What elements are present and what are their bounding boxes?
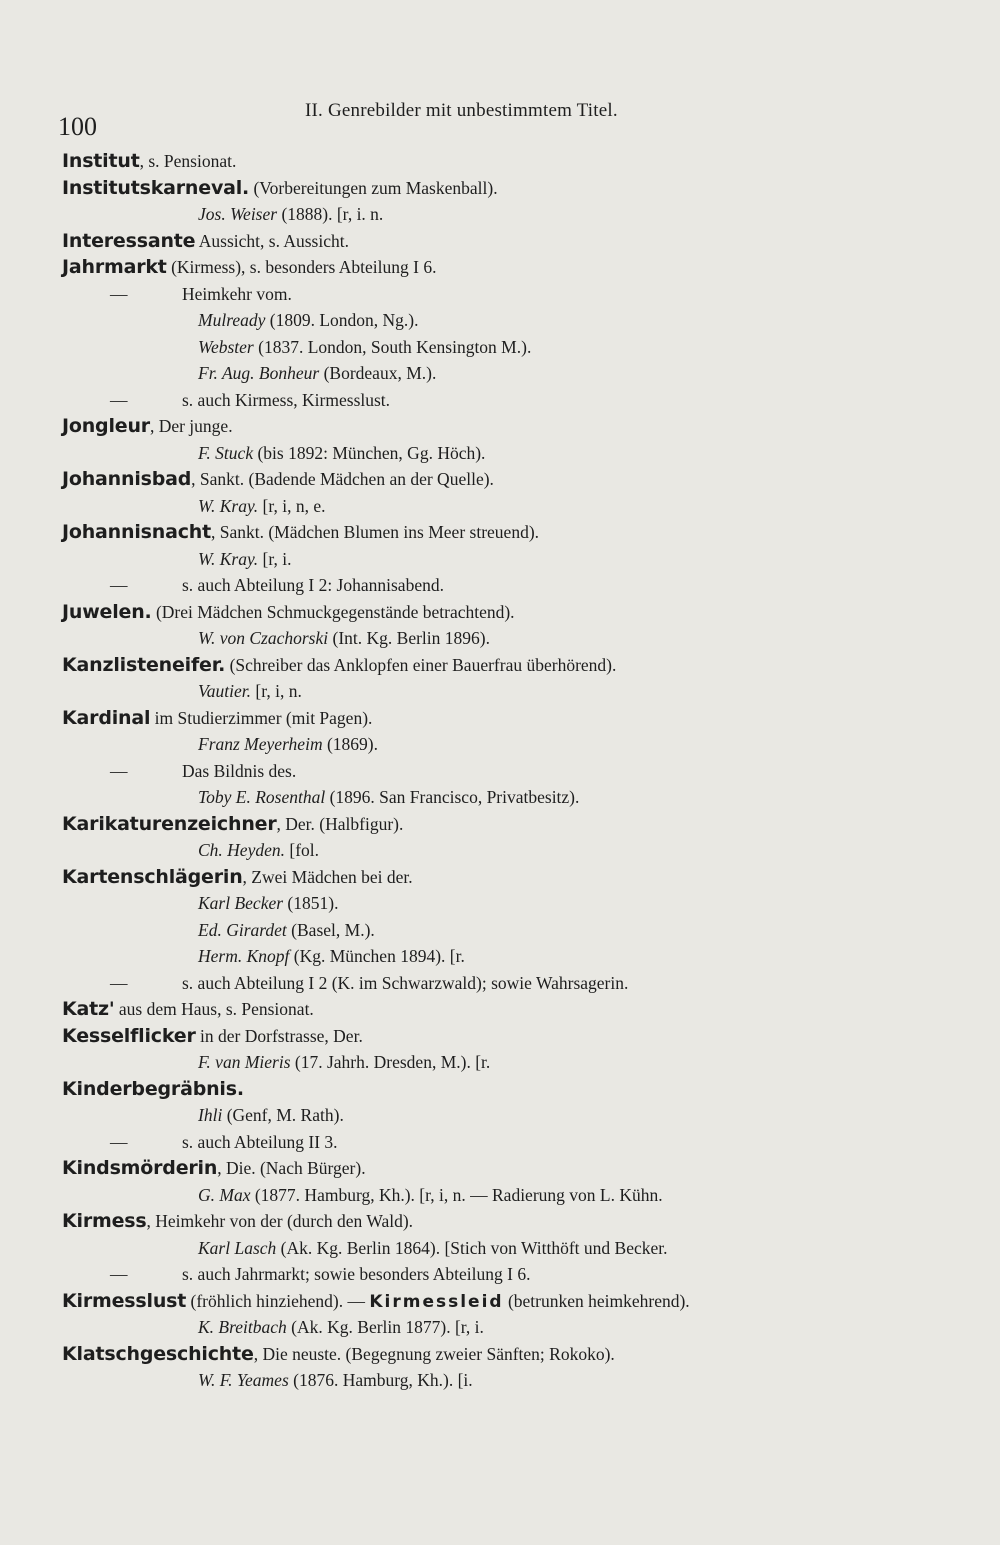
entry-heading: Jongleur [62, 415, 150, 437]
artwork-details: (1851). [283, 893, 339, 913]
entry-line [62, 811, 960, 838]
entry-heading: Johannisbad [62, 468, 192, 490]
artist-name: Franz Meyerheim [198, 734, 323, 754]
dash-mark: — [110, 760, 128, 781]
artwork-details: (Bordeaux, M.). [319, 363, 437, 383]
entry-heading: Kanzlisteneifer. [62, 653, 226, 676]
artist-line [62, 546, 960, 573]
artist-name: W. Kray. [198, 548, 259, 569]
entry-text: aus dem Haus, s. Pensionat. [114, 999, 314, 1019]
artist-name: W. F. Yeames [198, 1370, 289, 1390]
artist-line [62, 1049, 960, 1076]
dash-mark: — [110, 1131, 128, 1152]
dash-mark: — [110, 389, 128, 410]
entry-text: , s. Pensionat. [139, 151, 237, 171]
entry-text: im Studierzimmer (mit Pagen). [150, 707, 373, 728]
entry-line [62, 1023, 960, 1050]
dash-mark: — [110, 283, 128, 304]
artist-line [62, 307, 960, 334]
entry-text: (Kirmess), s. besonders Abteilung I 6. [166, 257, 437, 277]
entry-text: , Die. (Nach Bürger). [217, 1158, 366, 1178]
entry-text: (fröhlich hinziehend). — [186, 1290, 370, 1311]
entry-text: , Sankt. (Badende Mädchen an der Quelle). [191, 469, 494, 489]
entry-heading: Interessante [62, 229, 196, 252]
entry-line [62, 413, 960, 440]
artwork-details: (bis 1892: München, Gg. Höch). [253, 442, 486, 463]
artist-line [62, 625, 960, 652]
dash-mark: — [110, 575, 128, 595]
entry-line [62, 254, 960, 281]
artist-name: Herm. Knopf [198, 946, 290, 966]
artist-line [62, 1314, 960, 1341]
subentry-text: Heimkehr vom. [182, 283, 292, 304]
artist-line [62, 890, 960, 917]
subentry-text: s. auch Kirmess, Kirmesslust. [182, 389, 391, 410]
entry-heading: Johannisnacht [62, 521, 211, 543]
entry-text: (Drei Mädchen Schmuckgegenstände betrachtend). [151, 601, 515, 622]
entry-heading: Kardinal [62, 706, 151, 729]
entry-line [62, 1288, 960, 1315]
entry-line [62, 519, 960, 546]
artist-name: K. Breitbach [198, 1317, 287, 1337]
artist-line [62, 943, 960, 970]
artist-line [62, 1367, 960, 1394]
entry-text: , Der junge. [149, 416, 233, 436]
entry-text: Aussicht, s. Aussicht. [195, 230, 349, 251]
subentry-text: s. auch Abteilung II 3. [182, 1131, 338, 1152]
artist-line [62, 731, 960, 758]
entry-heading: Klatschgeschichte [62, 1342, 254, 1365]
artist-name: Ihli [198, 1105, 223, 1125]
artwork-details: (Ak. Kg. Berlin 1864). [Stich von Witthöft und Becker. [276, 1237, 668, 1258]
artist-name: F. Stuck [198, 442, 254, 463]
artwork-details: (1896. San Francisco, Privatbesitz). [325, 787, 580, 807]
artist-name: W. Kray. [198, 495, 259, 516]
artwork-details: (Basel, M.). [286, 919, 375, 940]
artist-line [62, 1235, 960, 1262]
artwork-details: (Kg. München 1894). [r. [289, 946, 465, 966]
subentry-text: Das Bildnis des. [182, 760, 297, 781]
artist-name: G. Max [198, 1184, 251, 1205]
artist-line [62, 678, 960, 705]
entry-heading-spaced: Kirmessleid [369, 1291, 504, 1312]
entry-line [62, 652, 960, 679]
artist-name: Karl Lasch [198, 1237, 277, 1258]
entry-line [62, 705, 960, 732]
artwork-details: [r, i. [258, 548, 292, 569]
entry-heading: Kartenschlägerin [62, 865, 243, 888]
artist-name: Ed. Girardet [198, 919, 287, 940]
subentry-text: s. auch Jahrmarkt; sowie besonders Abteilung I 6. [182, 1264, 531, 1284]
entry-text: in der Dorfstrasse, Der. [195, 1025, 363, 1046]
artist-name: W. von Czachorski [198, 628, 329, 648]
artist-line [62, 360, 960, 387]
subentry-line [62, 1129, 960, 1156]
subentry-line [62, 970, 960, 997]
artist-line [62, 784, 960, 811]
entry-line [62, 175, 960, 202]
entry-line [62, 1155, 960, 1182]
artist-name: Vautier. [198, 681, 251, 701]
artwork-details: [fol. [285, 840, 320, 860]
artwork-details: (Ak. Kg. Berlin 1877). [r, i. [286, 1317, 484, 1337]
artist-name: Webster [198, 336, 254, 357]
artwork-details: (17. Jahrh. Dresden, M.). [r. [290, 1052, 491, 1072]
entry-text: , Der. (Halbfigur). [276, 813, 404, 834]
entry-heading: Kirmesslust [62, 1289, 187, 1312]
artwork-details: (1888). [r, i. n. [277, 204, 384, 224]
index-entries [62, 148, 960, 1394]
artist-name: F. van Mieris [198, 1052, 291, 1072]
artwork-details: [r, i, n, e. [258, 495, 326, 516]
entry-heading: Karikaturenzeichner [62, 812, 277, 835]
entry-heading: Kesselflicker [62, 1024, 196, 1047]
entry-text: (Vorbereitungen zum Maskenball). [249, 177, 498, 198]
subentry-line [62, 1261, 960, 1288]
artwork-details: [r, i, n. [251, 681, 302, 701]
artwork-details: (Genf, M. Rath). [222, 1105, 344, 1125]
artwork-details: (1876. Hamburg, Kh.). [i. [288, 1370, 473, 1390]
entry-text: (Schreiber das Anklopfen einer Bauerfrau überhörend). [225, 654, 617, 675]
artist-line [62, 1102, 960, 1129]
artist-line [62, 201, 960, 228]
artist-line [62, 1182, 960, 1209]
entry-line [62, 864, 960, 891]
artist-line [62, 917, 960, 944]
entry-text: (betrunken heimkehrend). [503, 1290, 690, 1311]
subentry-line [62, 387, 960, 414]
artist-name: Mulready [198, 310, 266, 330]
entry-line [62, 466, 960, 493]
artist-line [62, 493, 960, 520]
entry-heading: Juwelen. [62, 600, 152, 623]
entry-line [62, 148, 960, 175]
artist-name: Karl Becker [198, 893, 284, 913]
artist-name: Jos. Weiser [198, 204, 278, 224]
subentry-text: s. auch Abteilung I 2 (K. im Schwarzwald); sowie Wahrsagerin. [182, 972, 629, 993]
artwork-details: (1837. London, South Kensington M.). [253, 336, 532, 357]
subentry-line [62, 281, 960, 308]
entry-text: , Zwei Mädchen bei der. [242, 866, 413, 887]
dash-mark: — [110, 1264, 128, 1284]
subentry-text: s. auch Abteilung I 2: Johannisabend. [182, 575, 444, 595]
entry-line [62, 599, 960, 626]
entry-text: , Die neuste. (Begegnung zweier Sänften; Rokoko). [253, 1343, 615, 1364]
entry-line [62, 1341, 960, 1368]
artist-line [62, 334, 960, 361]
entry-heading: Jahrmarkt [62, 256, 167, 278]
subentry-line [62, 572, 960, 599]
entry-heading: Institut [62, 150, 140, 172]
artist-name: Fr. Aug. Bonheur [198, 363, 320, 383]
subentry-line [62, 758, 960, 785]
artwork-details: (1877. Hamburg, Kh.). [r, i, n. — Radierung von L. Kühn. [250, 1184, 663, 1205]
artist-name: Ch. Heyden. [198, 840, 285, 860]
artist-name: Toby E. Rosenthal [198, 787, 326, 807]
entry-heading: Kirmess [62, 1210, 147, 1232]
entry-text: , Sankt. (Mädchen Blumen ins Meer streuend). [210, 522, 540, 542]
page-number: 100 [58, 112, 97, 141]
entry-heading: Institutskarneval. [62, 176, 250, 199]
entry-line [62, 1076, 960, 1103]
entry-text: , Heimkehr von der (durch den Wald). [146, 1211, 414, 1231]
entry-line [62, 996, 960, 1023]
entry-heading: Katz' [62, 998, 115, 1020]
dash-mark: — [110, 972, 128, 993]
running-title: II. Genrebilder mit unbestimmtem Titel. [305, 100, 618, 121]
artist-line [62, 837, 960, 864]
entry-line [62, 228, 960, 255]
entry-heading: Kindsmörderin [62, 1157, 218, 1179]
artist-line [62, 440, 960, 467]
entry-line [62, 1208, 960, 1235]
artwork-details: (Int. Kg. Berlin 1896). [328, 628, 490, 648]
artwork-details: (1809. London, Ng.). [265, 310, 419, 330]
artwork-details: (1869). [322, 734, 378, 754]
entry-heading: Kinderbegräbnis. [62, 1077, 244, 1100]
